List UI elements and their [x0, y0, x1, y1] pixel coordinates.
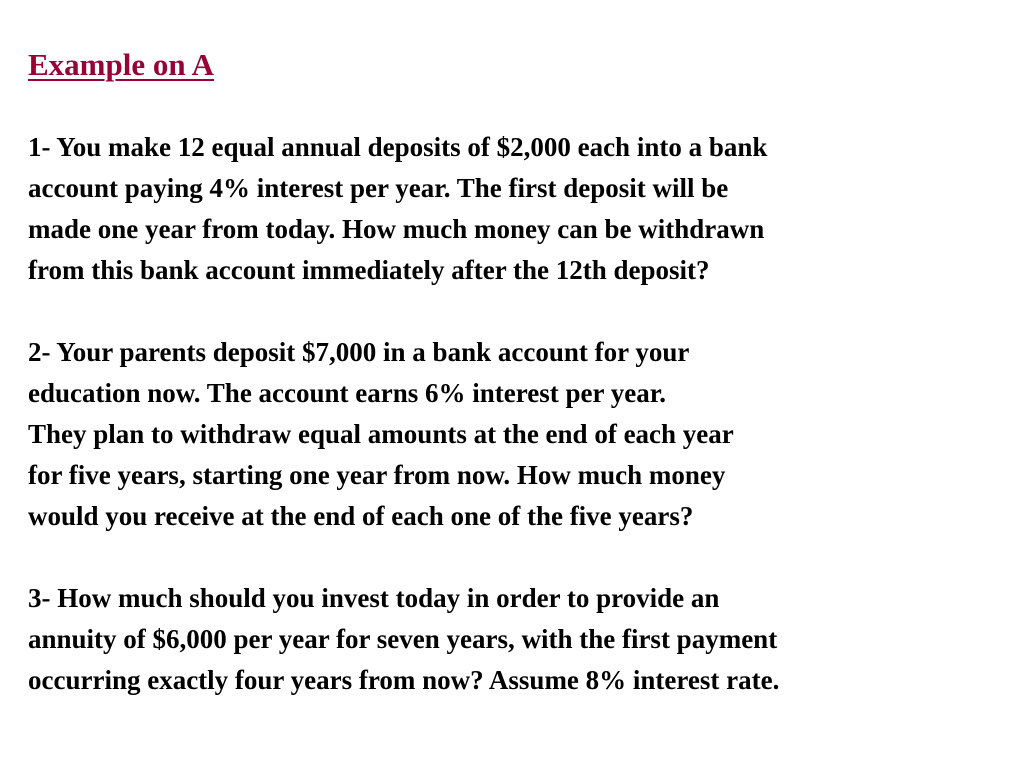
problem-2 — [28, 332, 1008, 537]
problem-1 — [28, 127, 1008, 291]
problem-1-line: from this bank account immediately after the 12th deposit? — [28, 255, 710, 285]
problem-3-line: occurring exactly four years from now? Assume 8% interest rate. — [28, 665, 780, 695]
problem-2-line: They plan to withdraw equal amounts at the end of each year — [28, 419, 734, 449]
slide-content — [28, 44, 1008, 742]
problem-1-line: account paying 4% interest per year. The first deposit will be — [28, 173, 729, 203]
problem-2-line: 2- Your parents deposit $7,000 in a bank account for your — [28, 337, 690, 367]
problem-1-line: made one year from today. How much money can be withdrawn — [28, 214, 765, 244]
problem-1-line: 1- You make 12 equal annual deposits of $2,000 each into a bank — [28, 132, 768, 162]
problem-3 — [28, 578, 1008, 701]
problem-3-line: 3- How much should you invest today in order to provide an — [28, 583, 720, 613]
problem-2-line: education now. The account earns 6% interest per year. — [28, 378, 666, 408]
problem-2-line: for five years, starting one year from now. How much money — [28, 460, 726, 490]
slide-title: Example on A — [28, 47, 215, 82]
problem-2-line: would you receive at the end of each one of the five years? — [28, 501, 694, 531]
problem-3-line: annuity of $6,000 per year for seven years, with the first payment — [28, 624, 778, 654]
